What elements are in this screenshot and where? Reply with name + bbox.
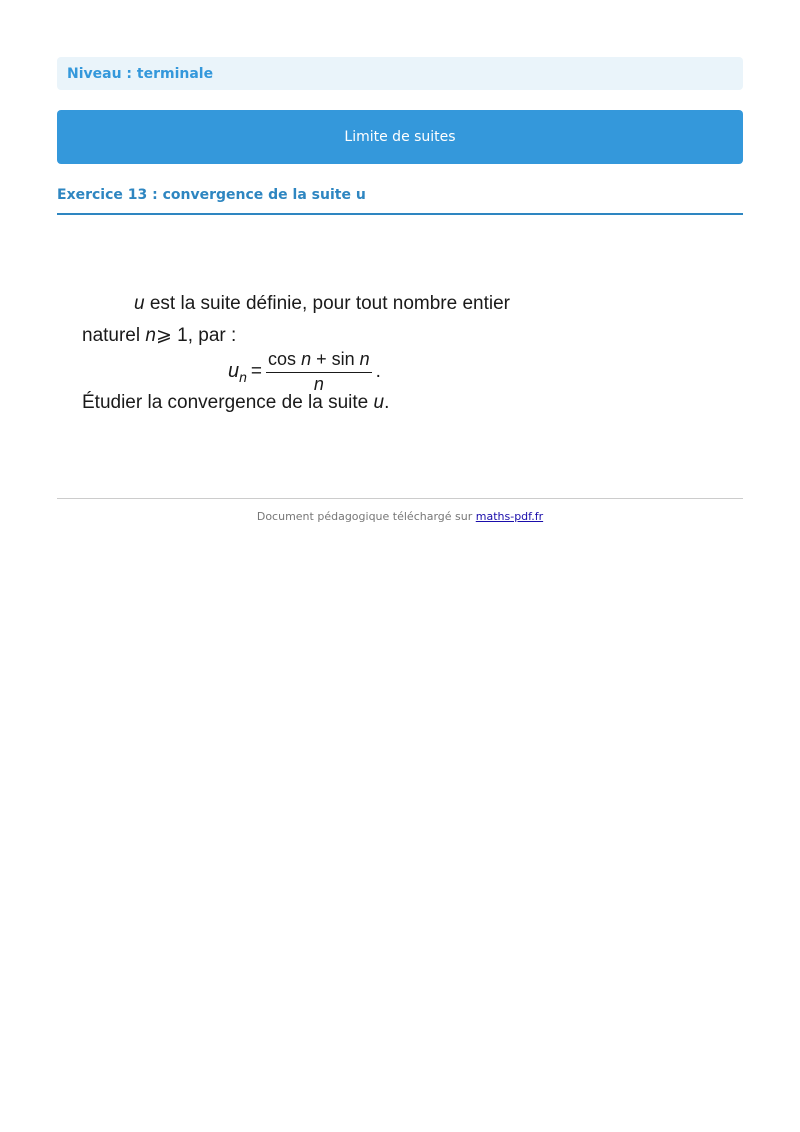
chapter-banner: [57, 110, 743, 164]
formula-equals: =: [250, 361, 263, 382]
level-box: [57, 57, 743, 90]
footer-link[interactable]: maths-pdf.fr: [475, 510, 544, 523]
formula-numerator: [266, 349, 372, 373]
statement-line-4: [82, 392, 389, 414]
statement-line-2: [82, 324, 236, 347]
formula-lhs-var: u: [228, 359, 240, 382]
formula-num-n1: n: [301, 349, 312, 369]
formula-num-n2: n: [359, 349, 370, 369]
footer-text: Document pédagogique téléchargé sur: [256, 510, 476, 523]
formula-period: .: [375, 361, 381, 382]
statement-prefix-2: naturel: [82, 325, 146, 346]
formula-fraction: [266, 349, 372, 395]
footer-divider: [57, 498, 743, 499]
statement-text-1: est la suite définie, pour tout nombre entier: [144, 293, 511, 314]
formula-num-plus: + sin: [311, 349, 355, 369]
formula-num-cos: cos: [268, 349, 297, 369]
formula-lhs: [228, 360, 247, 385]
statement-text-4: Étudier la convergence de la suite: [82, 392, 374, 413]
sequence-formula: [228, 350, 381, 394]
formula-lhs-sub: n: [239, 368, 247, 385]
exercise-heading: [57, 185, 743, 215]
footer: [57, 510, 743, 523]
statement-line-1: [134, 293, 510, 315]
statement-var-n: n: [145, 325, 156, 346]
exercise-statement: [82, 288, 552, 423]
statement-var-u: u: [134, 293, 145, 314]
formula-denominator: n: [313, 374, 324, 394]
level-label: Niveau : terminale: [67, 65, 214, 82]
statement-end-4: .: [384, 392, 390, 413]
exercise-title: Exercice 13 : convergence de la suite u: [57, 187, 366, 203]
statement-var-u-2: u: [373, 392, 385, 413]
chapter-title: Limite de suites: [344, 129, 456, 145]
statement-suffix-2: ⩾ 1, par :: [155, 325, 237, 346]
